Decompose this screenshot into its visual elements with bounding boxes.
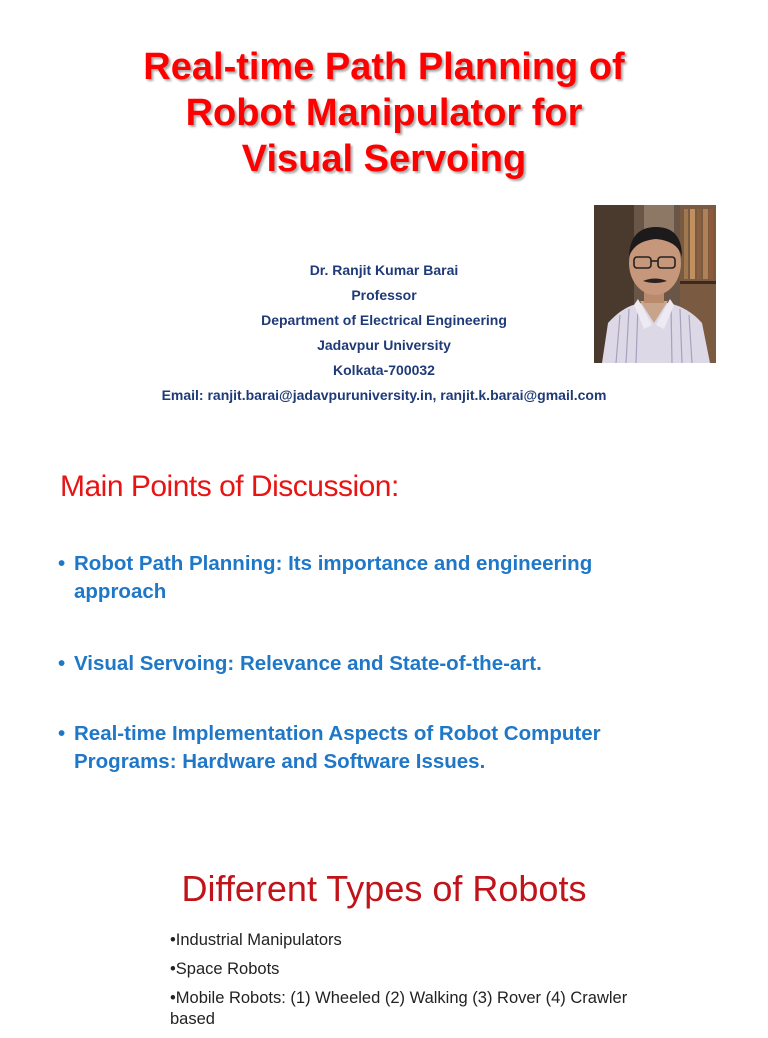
author-city: Kolkata-700032 <box>333 362 435 378</box>
author-position: Professor <box>351 287 417 303</box>
discussion-slide <box>0 430 768 830</box>
list-item: •Space Robots <box>170 960 280 978</box>
title-line: Robot Manipulator for <box>185 92 583 134</box>
list-item-line: Real-time Implementation Aspects of Robot Computer <box>74 722 601 745</box>
slide-heading: Different Types of Robots <box>181 868 587 909</box>
bullet-icon: • <box>58 652 66 675</box>
robot-types-list <box>170 930 630 1038</box>
list-item: •Mobile Robots: (1) Wheeled (2) Walking (3) Rover (4) Crawler based <box>170 989 628 1028</box>
bullet-icon: • <box>58 722 66 745</box>
title-line: Visual Servoing <box>241 138 527 180</box>
title-line: Real-time Path Planning of <box>143 46 625 88</box>
author-department: Department of Electrical Engineering <box>261 312 507 328</box>
author-name: Dr. Ranjit Kumar Barai <box>309 262 459 278</box>
list-item <box>56 650 696 678</box>
list-item-line: approach <box>74 580 167 603</box>
list-item-line: Programs: Hardware and Software Issues. <box>74 750 486 773</box>
robot-types-slide <box>0 830 768 1028</box>
author-info <box>100 258 668 408</box>
bullet-icon: • <box>58 552 66 575</box>
author-email[interactable]: Email: ranjit.barai@jadavpuruniversity.in, ranjit.k.barai@gmail.com <box>161 387 607 403</box>
slide-heading: Main Points of Discussion: <box>60 470 399 503</box>
list-item <box>56 550 696 606</box>
list-item <box>56 720 696 776</box>
author-university: Jadavpur University <box>317 337 451 353</box>
bullet-list <box>56 550 696 776</box>
list-item: •Industrial Manipulators <box>170 931 342 949</box>
list-item-line: Visual Servoing: Relevance and State-of-the-art. <box>74 652 542 675</box>
list-item-line: Robot Path Planning: Its importance and engineering <box>74 552 593 575</box>
slide-title <box>40 44 728 182</box>
title-slide <box>0 0 768 430</box>
